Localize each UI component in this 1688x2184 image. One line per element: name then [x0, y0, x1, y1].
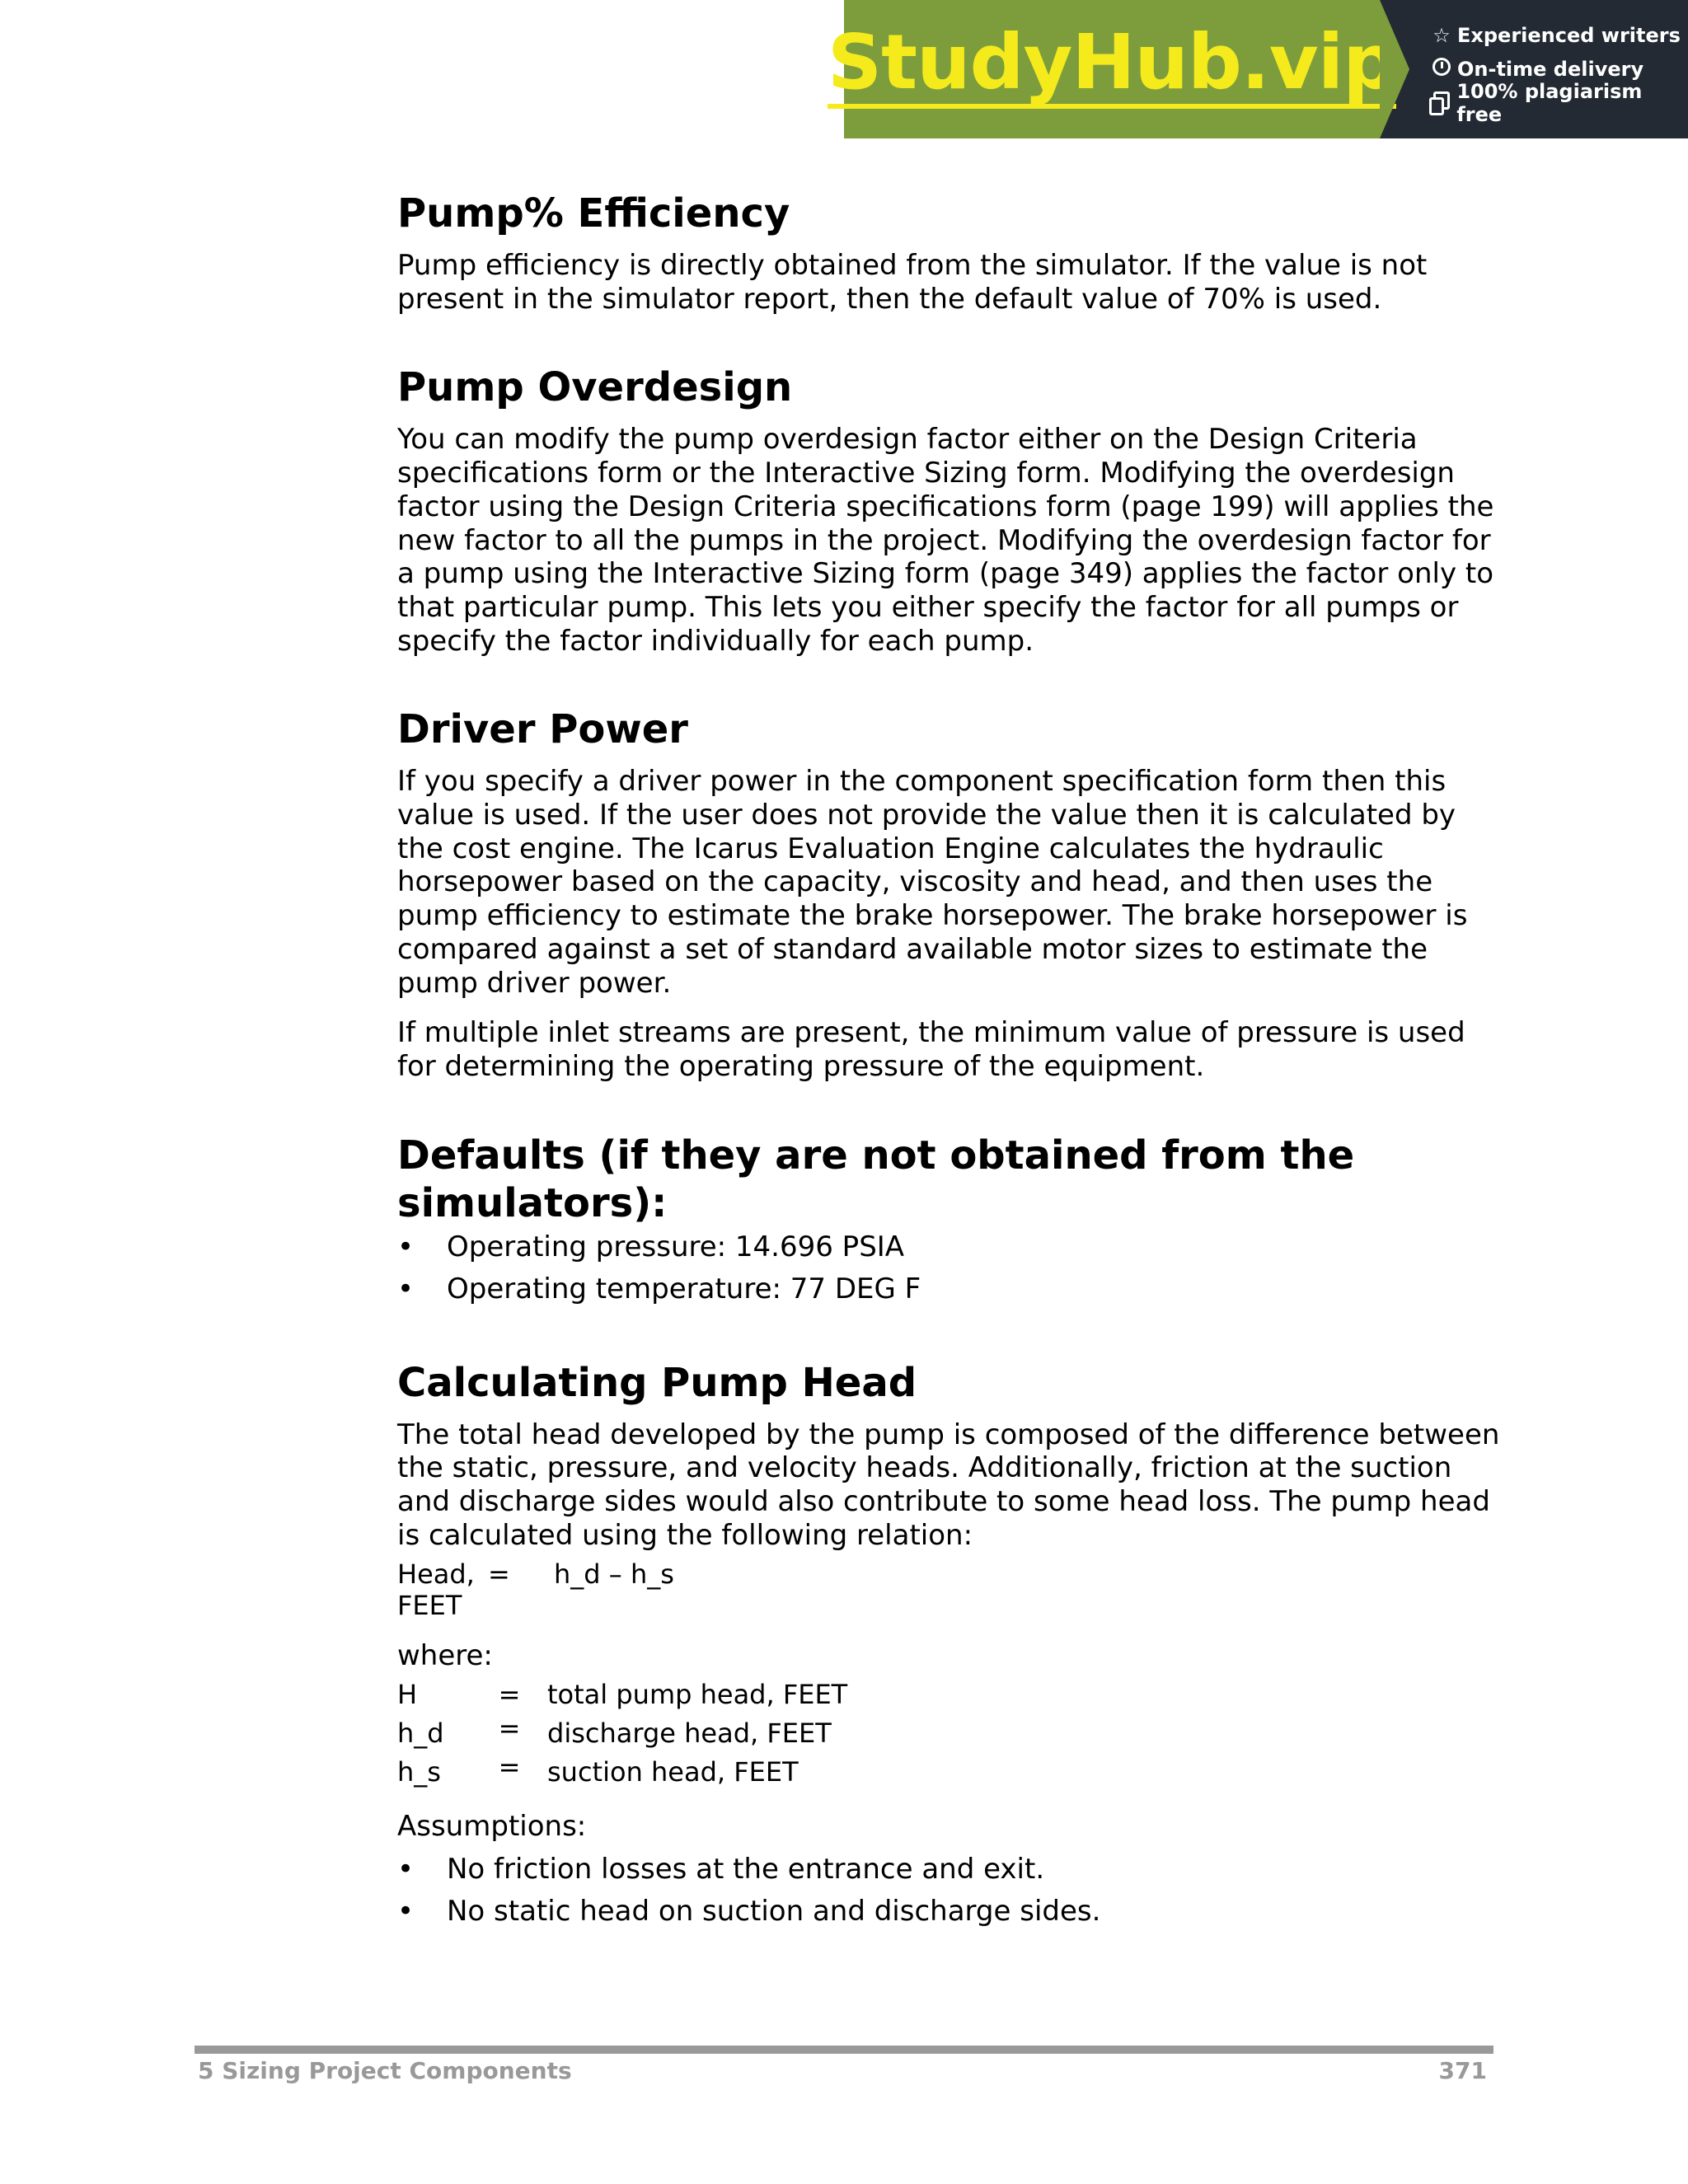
formula-rhs: h_d – h_s	[554, 1558, 674, 1591]
definition-symbol: h_s	[397, 1756, 441, 1788]
logo-text: StudyHub.vip	[828, 23, 1396, 109]
section-calculating-pump-head	[397, 1359, 1502, 1938]
document-body	[397, 190, 1502, 1985]
list-item: • Operating pressure: 14.696 PSIA	[397, 1230, 1502, 1272]
feature-label: On-time delivery	[1457, 58, 1644, 81]
section-pump-efficiency	[397, 190, 1502, 316]
section-defaults	[397, 1132, 1502, 1315]
formula-lhs: Head,	[397, 1558, 475, 1591]
assumptions-list	[397, 1853, 1502, 1937]
head-formula	[397, 1558, 1502, 1621]
feature-label: Experienced writers	[1457, 24, 1681, 47]
section-heading: Calculating Pump Head	[397, 1359, 917, 1406]
section-heading: Pump% Efficiency	[397, 190, 790, 237]
definition-meaning: suction head, FEET	[547, 1756, 799, 1788]
list-item: • Operating temperature: 77 DEG F	[397, 1272, 1502, 1315]
defaults-list	[397, 1230, 1502, 1315]
section-paragraph: The total head developed by the pump is composed of the difference between the static, pressure, and velocity heads. Additionally, friction at the suction and discharge sides would also contribute to some head loss. The pump head is calculated using the following relation:	[397, 1418, 1500, 1552]
copy-icon	[1433, 91, 1450, 110]
section-paragraph: You can modify the pump overdesign factor either on the Design Criteria specifications form or the Interactive Sizing form. Modifying the overdesign factor using the Design Criteria specifications form (page 199) will applies the new factor to all the pumps in the project. Modifying the overdesign factor for a pump using the Interactive Sizing form (page 349) applies the factor only to that particular pump. This lets you either specify the factor for all pumps or specify the factor individually for each pump.	[397, 423, 1494, 658]
star-icon: ☆	[1432, 24, 1451, 47]
studyhub-logo[interactable]	[827, 0, 1397, 138]
definition-meaning: discharge head, FEET	[547, 1718, 832, 1750]
feature-experienced-writers	[1431, 19, 1688, 53]
banner-features	[1380, 0, 1688, 138]
definition-equals: =	[498, 1751, 521, 1783]
definition-symbol: H	[397, 1679, 418, 1711]
definition-row	[397, 1713, 1502, 1756]
definition-equals: =	[498, 1679, 521, 1711]
feature-plagiarism-free	[1431, 80, 1688, 126]
footer-divider	[195, 2046, 1493, 2054]
section-heading: Defaults (if they are not obtained from the simulators):	[397, 1132, 1355, 1226]
section-pump-overdesign	[397, 363, 1502, 658]
definition-row	[397, 1751, 1502, 1795]
promo-banner[interactable]	[827, 0, 1688, 138]
feature-label: 100% plagiarism free	[1456, 80, 1643, 126]
section-paragraph: If you specify a driver power in the component specification form then this value is used. If the user does not provide the value then it is calculated by the cost engine. The Icarus Evaluation Engine calculates the hydraulic horsepower based on the capacity, viscosity and head, and then uses the pump efficiency to estimate the brake horsepower. The brake horsepower is compared against a set of standard available motor sizes to estimate the pump driver power.	[397, 765, 1468, 1000]
footer-chapter: 5 Sizing Project Components	[198, 2057, 572, 2084]
definition-symbol: h_d	[397, 1718, 444, 1750]
where-label: where:	[397, 1639, 493, 1673]
footer-page-number: 371	[1438, 2057, 1487, 2084]
formula-lhs-unit: FEET	[397, 1590, 462, 1622]
list-item: • No friction losses at the entrance and exit.	[397, 1853, 1502, 1895]
formula-equals: =	[488, 1558, 510, 1591]
section-paragraph: Pump efficiency is directly obtained from the simulator. If the value is not present in the simulator report, then the default value of 70% is used.	[397, 249, 1428, 316]
section-heading: Pump Overdesign	[397, 364, 793, 411]
section-paragraph: If multiple inlet streams are present, the minimum value of pressure is used for determining the operating pressure of the equipment.	[397, 1016, 1465, 1083]
definition-meaning: total pump head, FEET	[547, 1679, 848, 1711]
clock-icon	[1432, 58, 1451, 76]
assumptions-label: Assumptions:	[397, 1810, 587, 1844]
section-driver-power	[397, 705, 1502, 1083]
definition-row	[397, 1679, 1502, 1718]
list-item: • No static head on suction and discharge sides.	[397, 1895, 1502, 1937]
definition-equals: =	[498, 1713, 521, 1745]
section-heading: Driver Power	[397, 706, 688, 753]
